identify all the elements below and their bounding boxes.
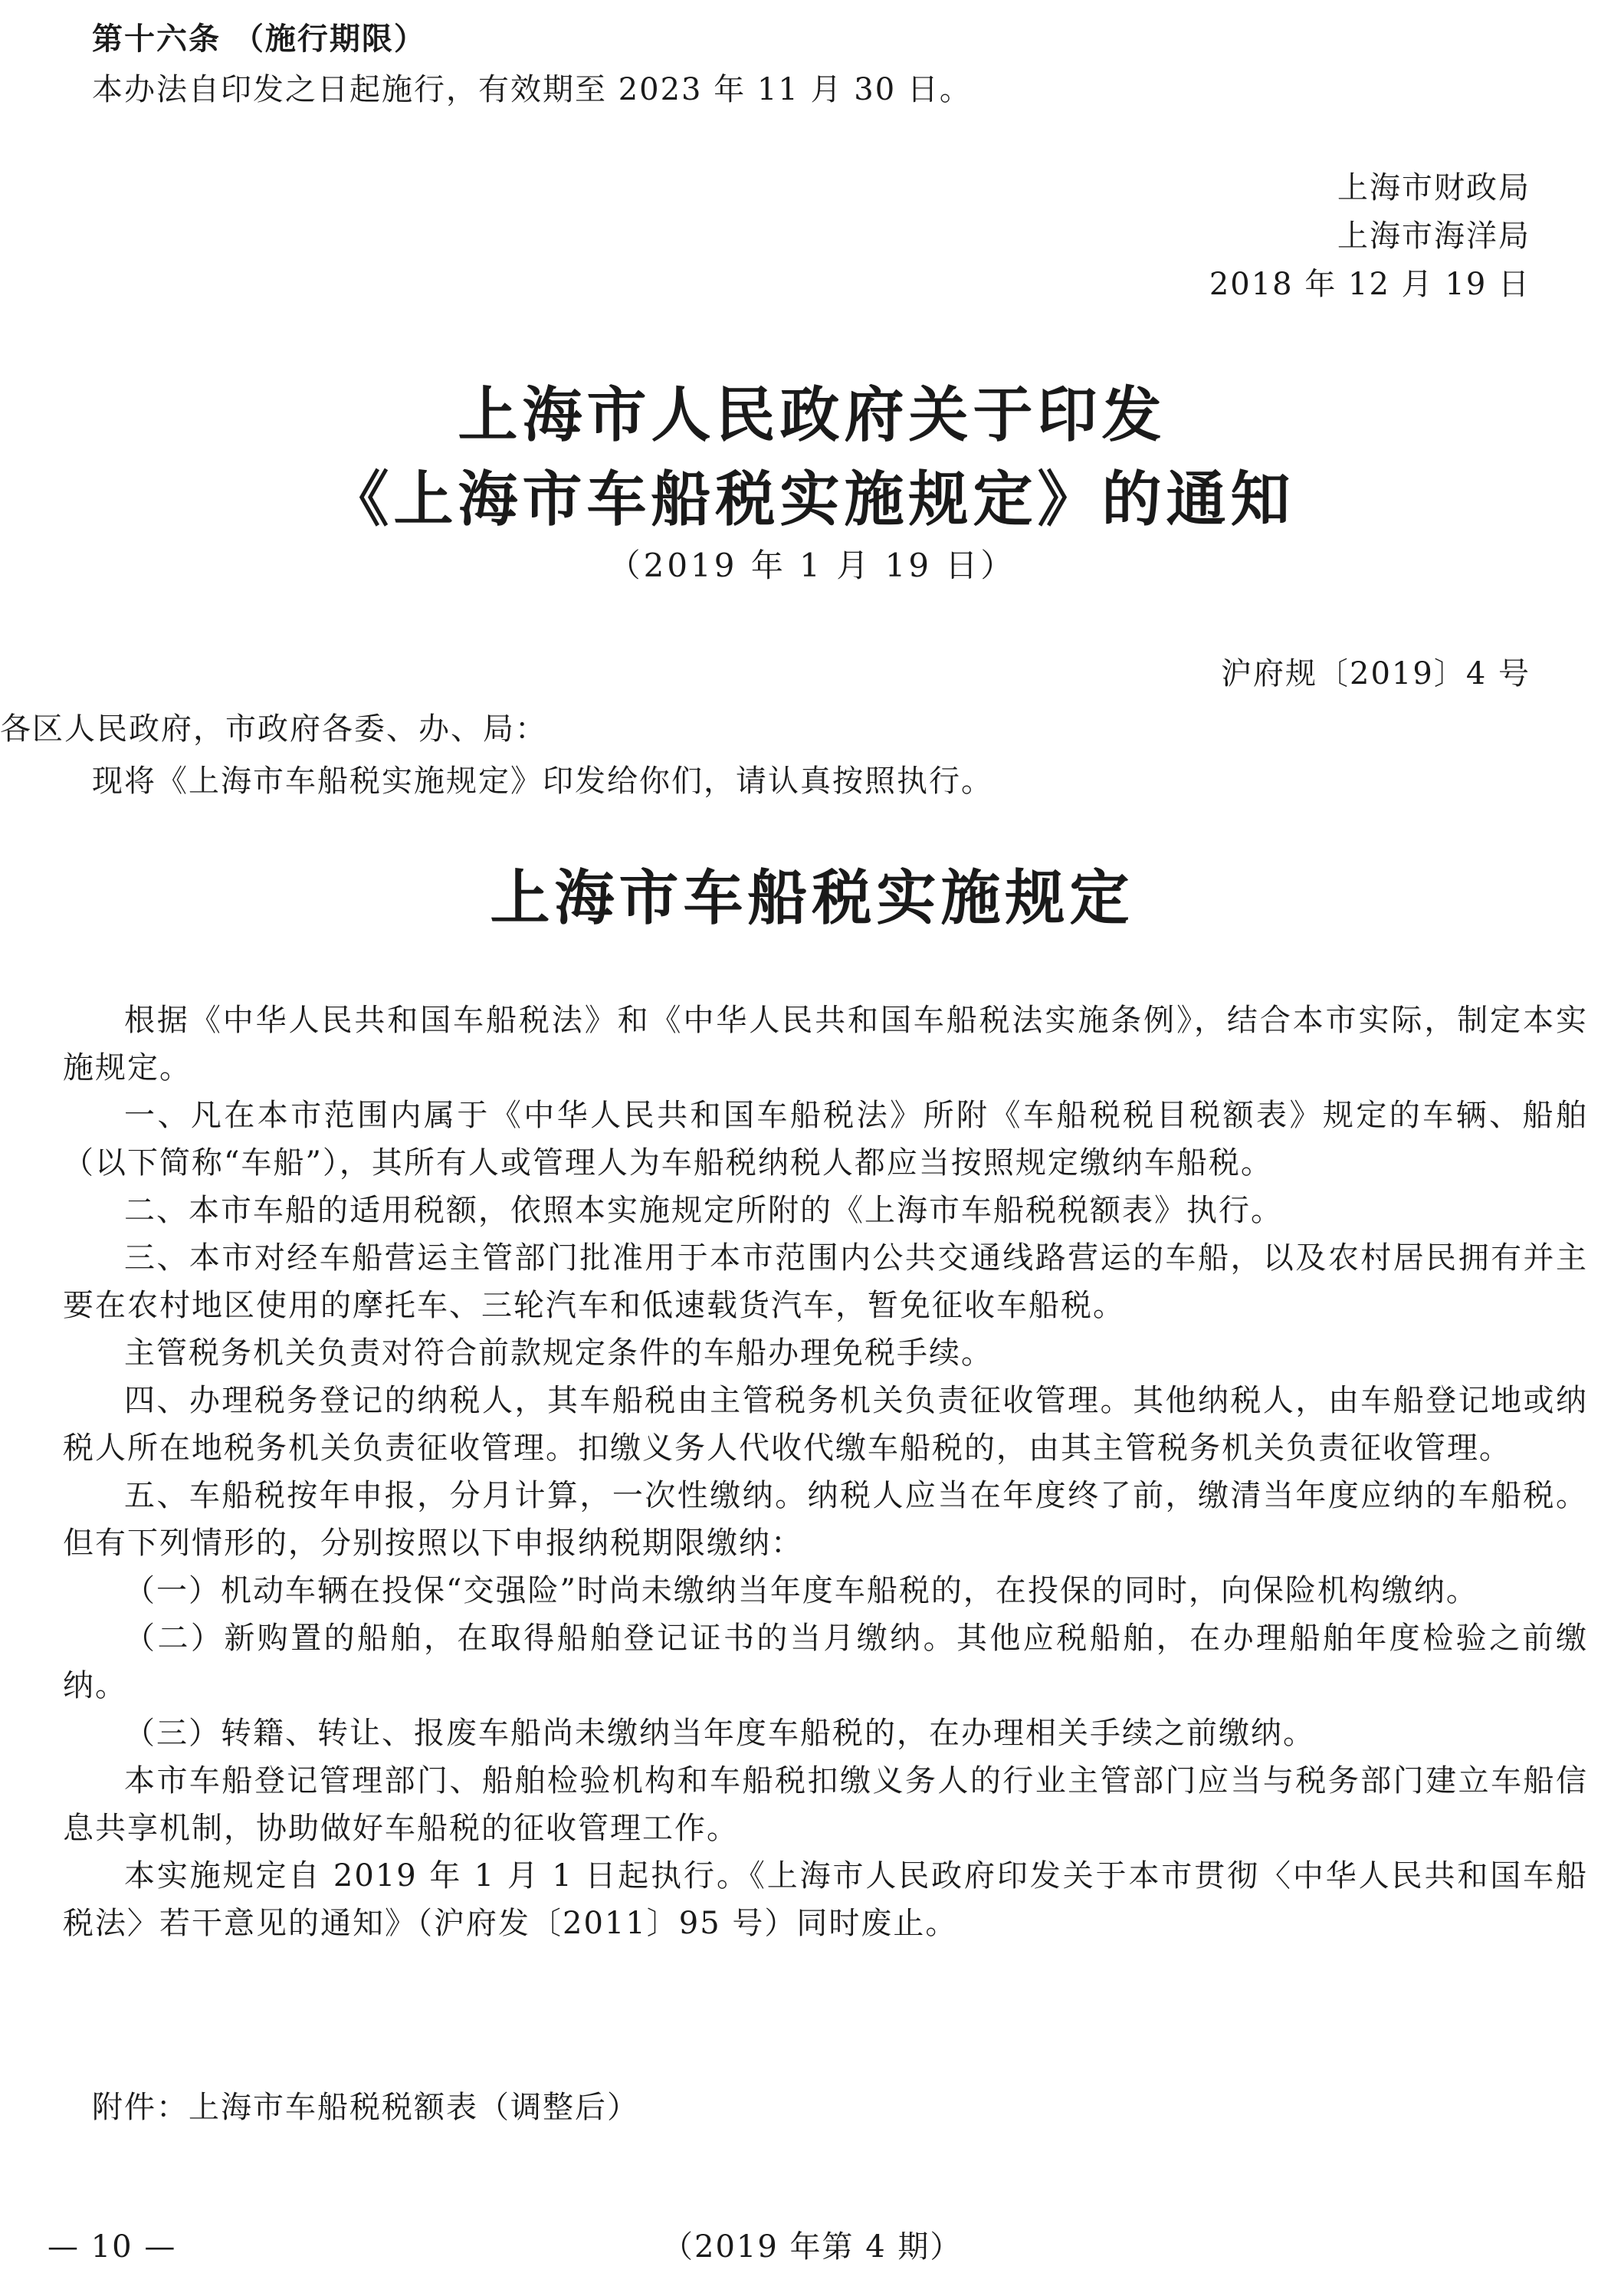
notice-body: 现将《上海市车船税实施规定》印发给你们，请认真按照执行。 bbox=[92, 764, 993, 799]
notice-title-line2: 《上海市车船税实施规定》的通知 bbox=[329, 465, 1295, 534]
attachment-note: 附件：上海市车船税税额表（调整后） bbox=[92, 2090, 639, 2125]
regulation-item-2: 二、本市车船的适用税额，依照本实施规定所附的《上海市车船税税额表》执行。 bbox=[124, 1193, 1283, 1228]
regulation-item-1: 一、凡在本市范围内属于《中华人民共和国车船税法》所附《车船税税目税额表》规定的车辆、船舶（以下简称“车船”），其所有人或管理人为车船税纳税人都应当按照规定缴纳车船税。 bbox=[63, 1098, 1588, 1181]
issue-label: （2019 年第 4 期） bbox=[662, 2229, 963, 2265]
regulation-body bbox=[63, 997, 1588, 1947]
article-16-heading: 第十六条 （施行期限） bbox=[92, 21, 426, 57]
article-16-text: 本办法自印发之日起施行，有效期至 2023 年 11 月 30 日。 bbox=[92, 72, 972, 107]
page-number: — 10 — bbox=[48, 2229, 177, 2265]
signature-date: 2018 年 12 月 19 日 bbox=[1209, 267, 1530, 302]
regulation-preamble: 根据《中华人民共和国车船税法》和《中华人民共和国车船税法实施条例》，结合本市实际，制定本实施规定。 bbox=[63, 1003, 1588, 1086]
document-number: 沪府规〔2019〕4 号 bbox=[1221, 656, 1530, 691]
regulation-item-3: 三、本市对经车船营运主管部门批准用于本市范围内公共交通线路营运的车船，以及农村居民拥有并主要在农村地区使用的摩托车、三轮汽车和低速载货汽车，暂免征收车船税。 bbox=[63, 1240, 1588, 1323]
notice-recipients: 各区人民政府，市政府各委、办、局： bbox=[0, 711, 547, 747]
regulation-item-3-supplement: 主管税务机关负责对符合前款规定条件的车船办理免税手续。 bbox=[124, 1335, 993, 1371]
regulation-title: 上海市车船税实施规定 bbox=[490, 864, 1134, 933]
regulation-item-5-sub-3: （三）转籍、转让、报废车船尚未缴纳当年度车船税的，在办理相关手续之前缴纳。 bbox=[124, 1716, 1315, 1751]
regulation-item-5-sub-1: （一）机动车辆在投保“交强险”时尚未缴纳当年度车船税的，在投保的同时，向保险机构缴纳。 bbox=[124, 1573, 1478, 1608]
regulation-info-sharing: 本市车船登记管理部门、船舶检验机构和车船税扣缴义务人的行业主管部门应当与税务部门建立车船信息共享机制，协助做好车船税的征收管理工作。 bbox=[63, 1763, 1588, 1846]
notice-date: （2019 年 1 月 19 日） bbox=[608, 547, 1016, 584]
regulation-effective-date: 本实施规定自 2019 年 1 月 1 日起执行。《上海市人民政府印发关于本市贯彻〈中华人民共和国车船税法〉若干意见的通知》（沪府发〔2011〕95 号）同时废止。 bbox=[63, 1858, 1588, 1941]
regulation-item-5: 五、车船税按年申报，分月计算，一次性缴纳。纳税人应当在年度终了前，缴清当年度应纳的车船税。但有下列情形的，分别按照以下申报纳税期限缴纳： bbox=[63, 1478, 1588, 1561]
regulation-item-5-sub-2: （二）新购置的船舶，在取得船舶登记证书的当月缴纳。其他应税船舶，在办理船舶年度检验之前缴纳。 bbox=[63, 1621, 1588, 1703]
signature-finance-bureau: 上海市财政局 bbox=[1337, 170, 1530, 205]
signature-ocean-bureau: 上海市海洋局 bbox=[1337, 218, 1530, 254]
notice-title-line1: 上海市人民政府关于印发 bbox=[458, 381, 1166, 450]
regulation-item-4: 四、办理税务登记的纳税人，其车船税由主管税务机关负责征收管理。其他纳税人，由车船登记地或纳税人所在地税务机关负责征收管理。扣缴义务人代收代缴车船税的，由其主管税务机关负责征收管理。 bbox=[63, 1383, 1588, 1466]
